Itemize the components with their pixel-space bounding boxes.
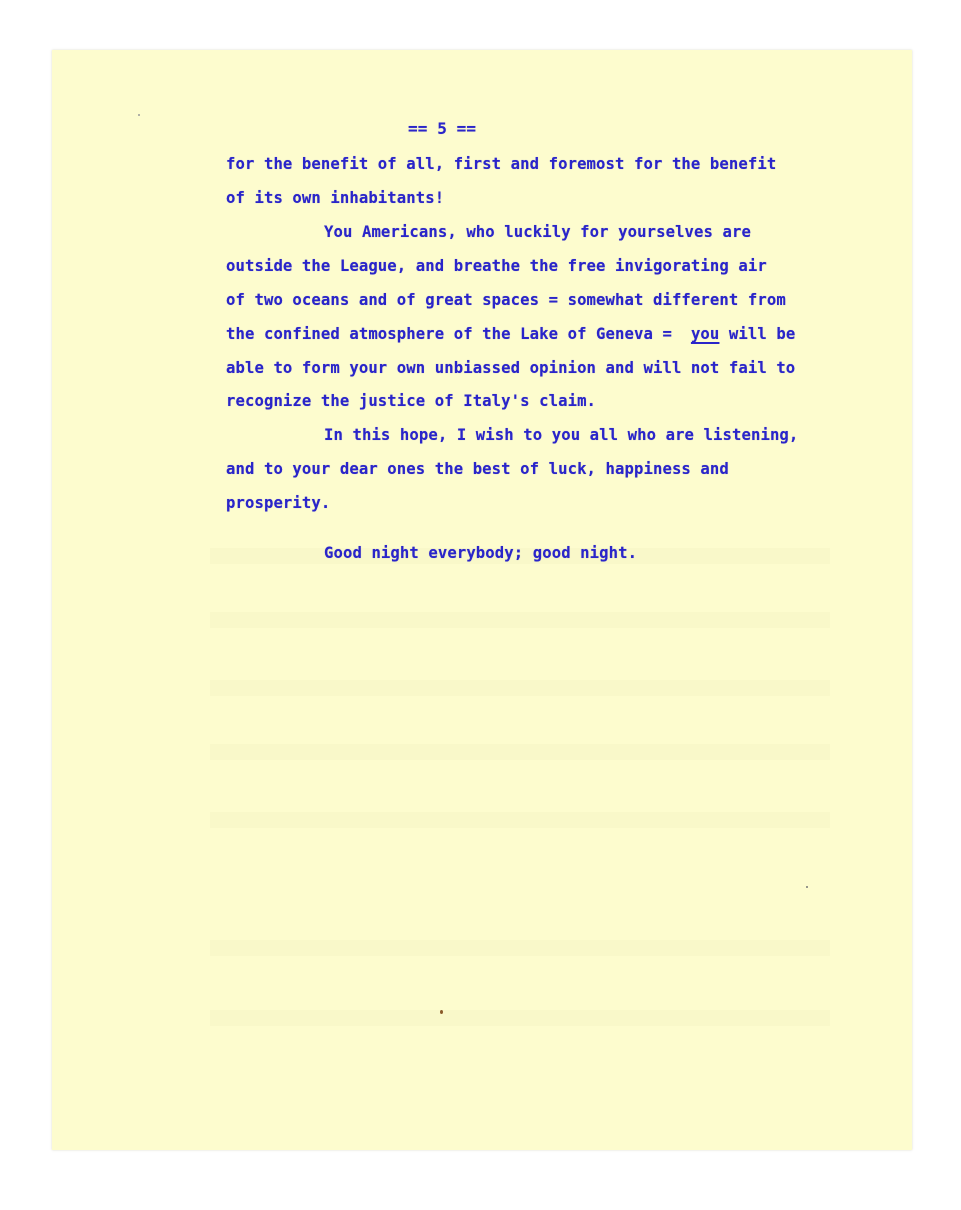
- text-line: outside the League, and breathe the free invigorating air: [226, 257, 767, 275]
- paper-speck: [440, 1010, 443, 1014]
- show-through: [210, 612, 830, 628]
- paper-sheet: [52, 50, 912, 1150]
- paper-speck: [806, 886, 808, 888]
- show-through: [210, 1010, 830, 1026]
- text-line: of its own inhabitants!: [226, 189, 445, 207]
- underlined-word: you: [690, 325, 720, 343]
- show-through: [210, 940, 830, 956]
- show-through: [210, 744, 830, 760]
- text-line: prosperity.: [226, 494, 331, 512]
- text-line: able to form your own unbiassed opinion and will not fail to: [226, 359, 796, 377]
- text-line: In this hope, I wish to you all who are listening,: [324, 426, 799, 444]
- text-line: for the benefit of all, first and foremost for the benefit: [226, 155, 777, 173]
- text-line: You Americans, who luckily for yourselves are: [324, 223, 751, 241]
- show-through: [210, 680, 830, 696]
- page-number: == 5 ==: [408, 119, 477, 138]
- text-line: [226, 324, 795, 344]
- text-line: recognize the justice of Italy's claim.: [226, 392, 597, 410]
- text-line: and to your dear ones the best of luck, happiness and: [226, 460, 729, 478]
- text-segment: the confined atmosphere of the Lake of Geneva =: [226, 325, 672, 343]
- show-through: [210, 812, 830, 828]
- text-segment: will be: [728, 325, 796, 343]
- paper-speck: [138, 114, 140, 116]
- text-line: of two oceans and of great spaces = somewhat different from: [226, 291, 786, 309]
- closing-line: Good night everybody; good night.: [324, 544, 638, 562]
